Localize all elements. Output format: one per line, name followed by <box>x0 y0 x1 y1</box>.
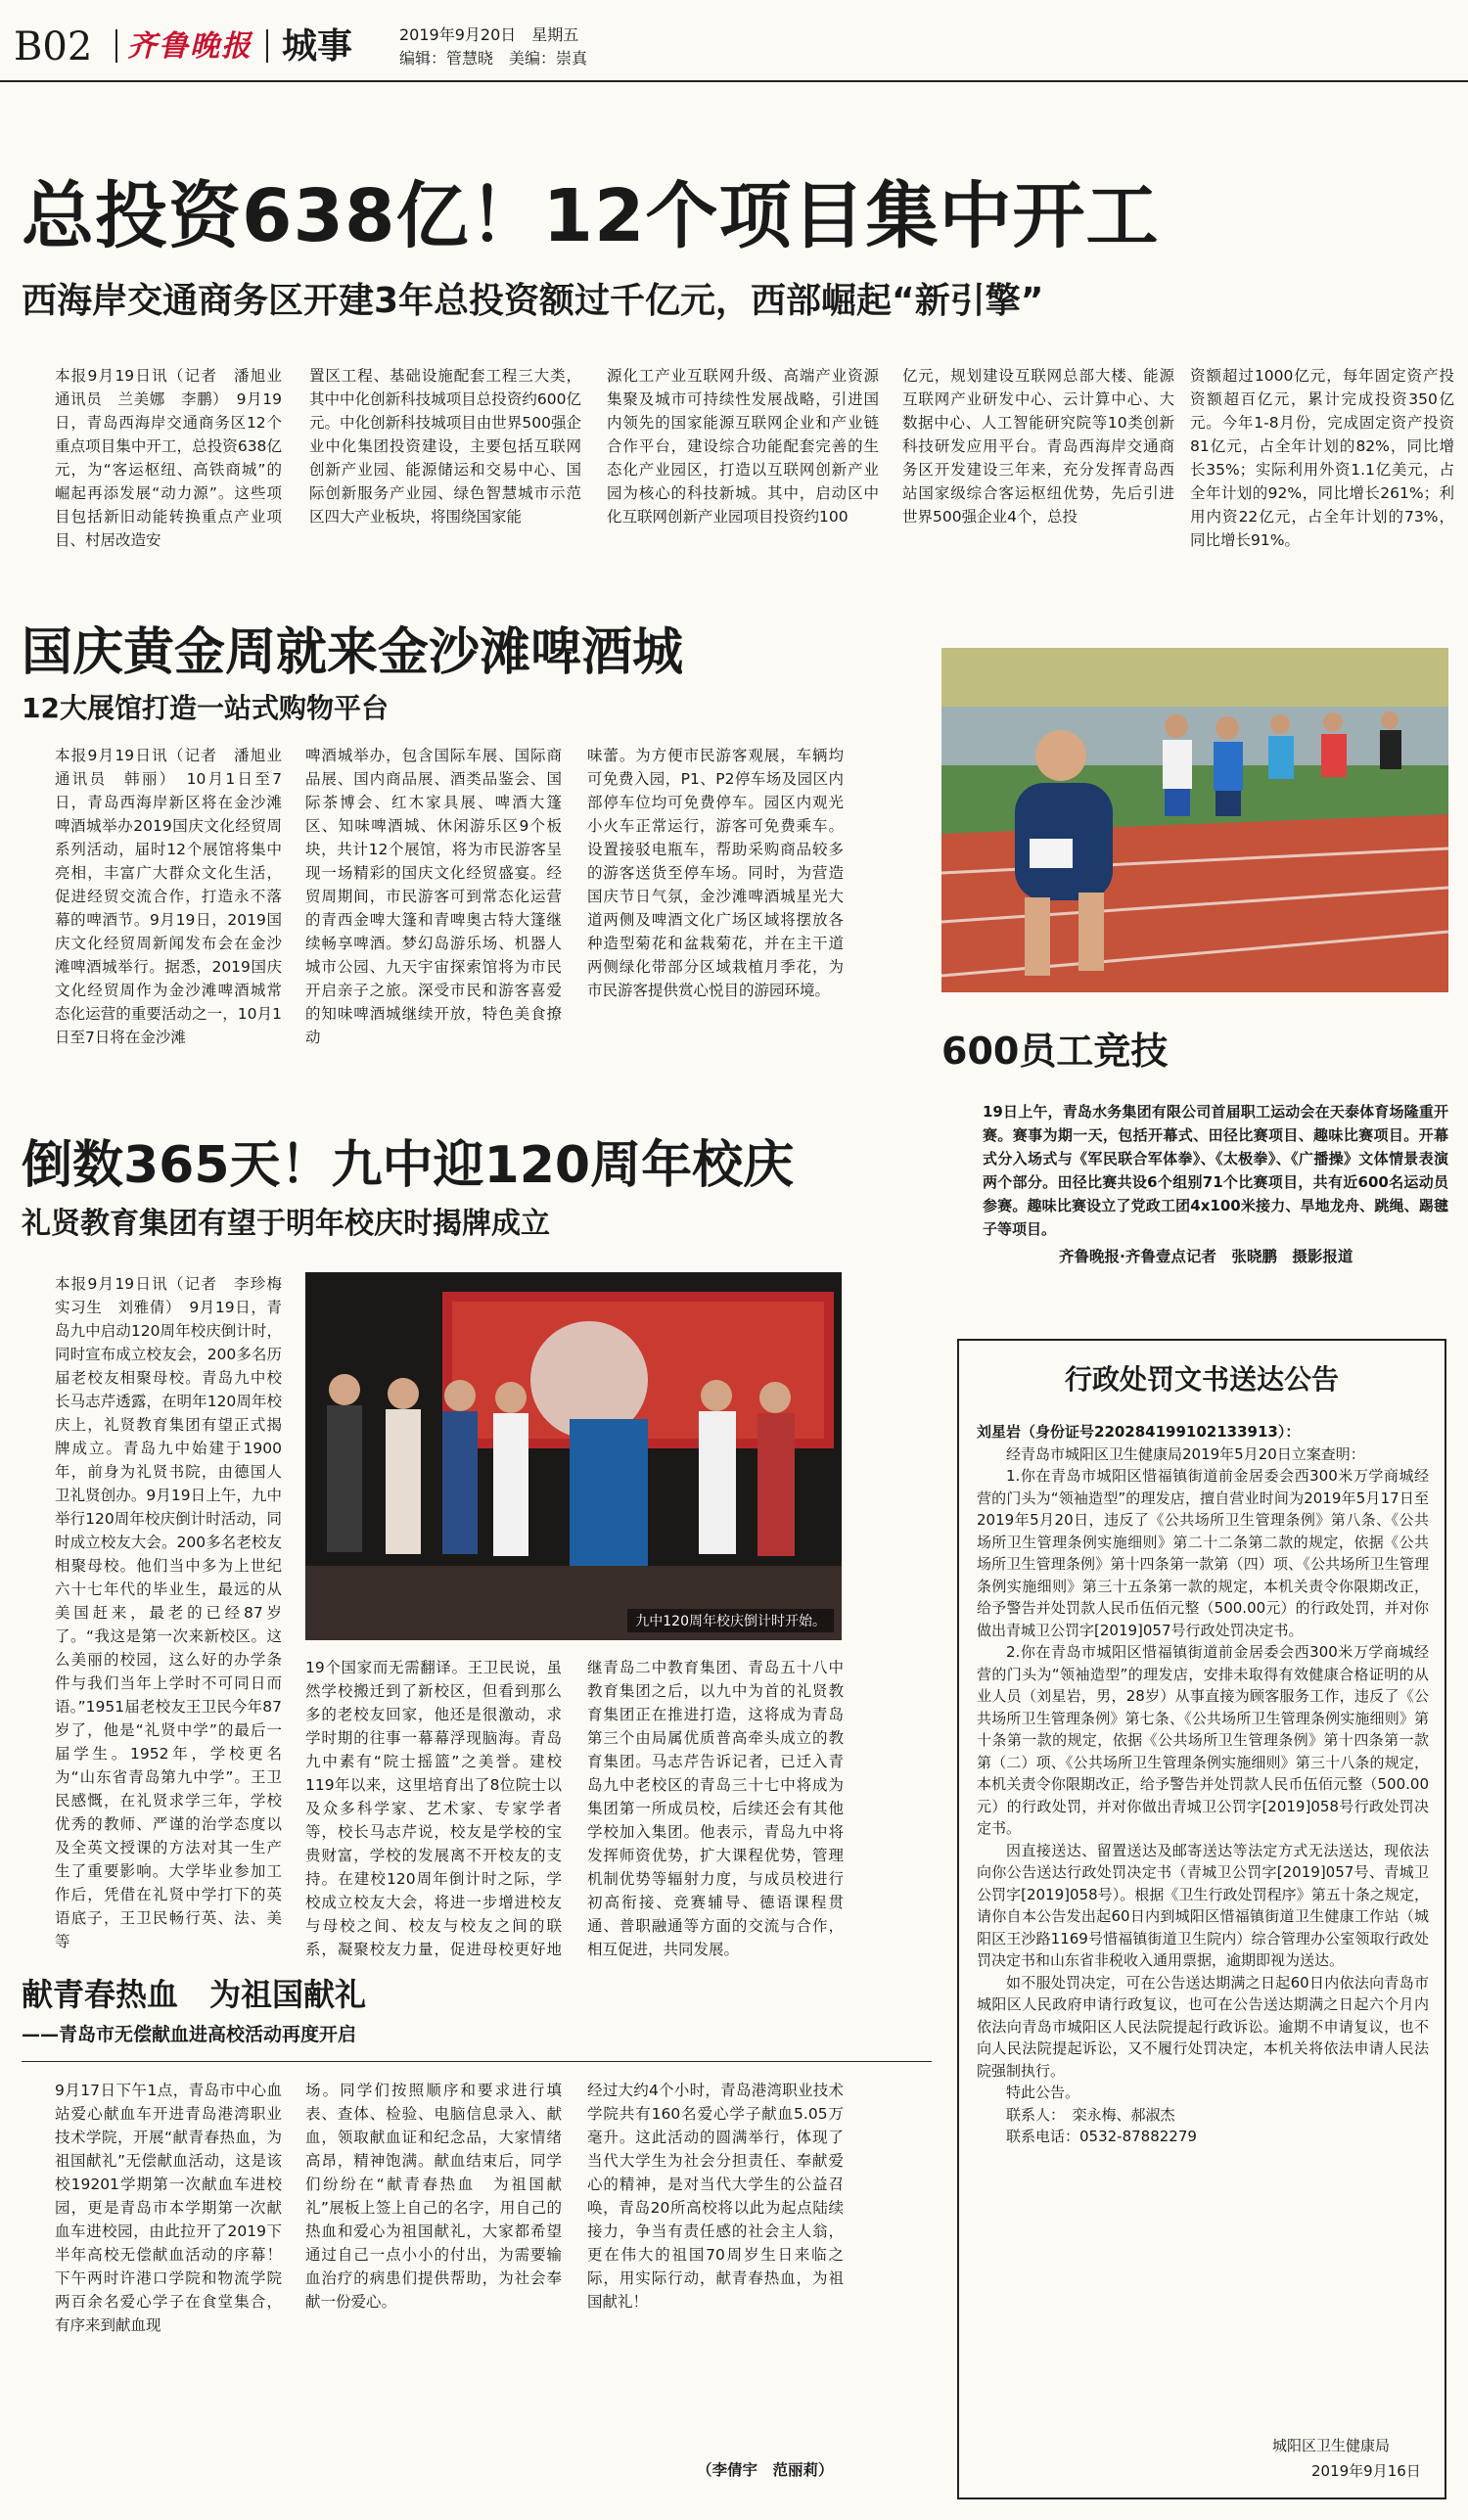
photo-track-race <box>941 648 1448 992</box>
notice-org: 城阳区卫生健康局 <box>1272 2437 1391 2454</box>
reporter-credit: （李倩宇 范丽莉） <box>697 2461 834 2479</box>
headline-investment: 总投资638亿！12个项目集中开工 <box>22 174 1160 258</box>
article-column: 本报9月19日讯（记者 潘旭业 通讯员 韩丽） 10月1日至7日，青岛西海岸新区将在金沙滩啤酒城举办2019国庆文化经贸周系列活动，届时12个展馆将集中亮相，丰富广大群众文化生活，促进经贸交流合作，打造永不落幕的啤酒节。9月19日，2019国庆文化经贸周新闻发布会在金沙滩啤酒城举行。据悉，2019国庆文化经贸周作为金沙滩啤酒城常态化运营的重要活动之一，10月1日至7日将在金沙滩 <box>55 747 282 1046</box>
subhead-ninth-school: 礼贤教育集团有望于明年校庆时揭牌成立 <box>22 1207 550 1241</box>
article-column: 19个国家而无需翻译。王卫民说，虽然学校搬迁到了新校区，但看到那么多的老校友回家，他还是很激动，求学时期的往事一幕幕浮现脑海。青岛九中素有“院士摇篮”之美誉。建校119年以来，这里培育出了8位院士以及众多科学家、艺术家、专家学者等，校长马志芹说，校友是学校的宝贵财富，学校的发展离不开校友的支持。在建校120周年倒计时之际，学校成立校友大会，将进一步增进校友与母校之间、校友与校友之间的联系，凝聚校友力量，促进母校更好地 <box>305 1659 562 1957</box>
headline-blood-donation: 献青春热血 为祖国献礼 <box>22 1976 367 2013</box>
article-column: 继青岛二中教育集团、青岛五十八中教育集团之后，以九中为首的礼贤教育集团正在推进打造，这将成为青岛第三个由局属优质普高牵头成立的教育集团。马志芹告诉记者，已迁入青岛九中老校区的青岛三十七中将成为集团第一所成员校，后续还会有其他学校加入集团。他表示，青岛九中将发挥师资优势，扩大课程优势，管理机制优势等辐射力度，与成员校进行初高衔接、竞赛辅导、德语课程贯通、普职融通等方面的交流与合作，相互促进，共同发展。 <box>587 1659 844 1957</box>
article-column: 源化工产业互联网升级、高端产业资源集聚及城市可持续性发展战略，引进国内领先的国家能源互联网企业和产业链合作平台，建设综合功能配套完善的生态化产业园区，打造以互联网创新产业园为核心的科技新城。其中，启动区中化互联网创新产业园项目投资约100 <box>607 367 879 526</box>
notice-date: 2019年9月16日 <box>1311 2462 1421 2480</box>
notice-body: 刘星岩（身份证号220284199102133913）： 经青岛市城阳区卫生健康局2019年5月20日立案查明： 1.你在青岛市城阳区惜福镇街道前金居委会西300米万学商城经营的门头为“领袖造型”的理发店，擅自营业时间为2019年5月17日至2019年5月20日，违反了《公共场所卫生管理条例》第八条、《公共场所卫生管理条例实施细则》第二十二条第二款的规定，依据《公共场所卫生管理条例》第十四条第一款第（四）项、《公共场所卫生管理条例实施细则》第三十五条第一款的规定，本机关责令你限期改正，给予警告并处罚款人民币伍佰元整（500.00元）的行政处罚，并对你做出青城卫公罚字[2019]057号行政处罚决定书。 2.你在青岛市城阳区惜福镇街道前金居委会西300米万学商城经营的门头为“领袖造型”的理发店，安排未取得有效健康合格证明的从业人员（刘星岩，男，28岁）从事直接为顾客服务工作，违反了《公共场所卫生管理条例》第七条、《公共场所卫生管理条例实施细则》第十条第一款的规定，依据《公共场所卫生管理条例》第十四条第一款第（二）项、《公共场所卫生管理条例实施细则》第三十八条的规定，本机关责令你限期改正，给予警告并处罚款人民币伍佰元整（500.00元）的行政处罚，并对你做出青城卫公罚字[2019]058号行政处罚决定书。 因直接送达、留置送达及邮寄送达等法定方式无法送达，现依法向你公告送达行政处罚决定书（青城卫公罚字[2019]057号、青城卫公罚字[2019]058号）。根据《卫生行政处罚程序》第五十条之规定，请你自本公告发出起60日内到城阳区惜福镇街道卫生健康工作站（城阳区王沙路1169号惜福镇街道卫生院内）综合管理办公室领取行政处罚决定书和山东省非税收入通用票据，逾期即视为送达。 如不服处罚决定，可在公告送达期满之日起60日内依法向青岛市城阳区人民政府申请行政复议，也可在公告送达期满之日起六个月内依法向青岛市城阳区人民法院提起行政诉讼。逾期不申请复议，也不向人民法院提起诉讼，又不履行处罚决定，本机关将依法申请人民法院强制执行。 特此公告。 联系人： 栾永梅、郝淑杰 联系电话：0532-87882279 <box>977 1423 1429 2145</box>
article-column: 9月17日下午1点，青岛市中心血站爱心献血车开进青岛港湾职业技术学院，开展“献青春热血，为祖国献礼”无偿献血活动，这是该校19201学期第一次献血车进校园，更是青岛市本学期第一次献血车进校园，由此拉开了2019下半年高校无偿献血活动的序幕！下午两时许港口学院和物流学院两百余名爱心学子在食堂集合，有序来到献血现 <box>55 2082 282 2334</box>
issue-date: 2019年9月20日 星期五 <box>399 25 579 44</box>
newspaper-logo: 齐鲁晚报 <box>127 29 252 64</box>
article-column: 味蕾。为方便市民游客观展，车辆均可免费入园，P1、P2停车场及园区内部停车位均可免费停车。园区内观光小火车正常运行，游客可免费乘车。设置接驳电瓶车，帮助采购商品较多的游客送货至停车场。同时，为营造国庆节日气氛，金沙滩啤酒城星光大道两侧及啤酒文化广场区域将摆放各种造型菊花和盆栽菊花，并在主干道两侧绿化带部分区域栽植月季花，为市民游客提供赏心悦目的游园环境。 <box>587 747 844 999</box>
article-column: 亿元，规划建设互联网总部大楼、能源互联网产业研发中心、云计算中心、大数据中心、人工智能研究院等10类创新科技研发应用平台。青岛西海岸交通商务区开发建设三年来，充分发挥青岛西站国家级综合客运枢纽优势，先后引进世界500强企业4个，总投 <box>902 367 1174 526</box>
header-rule <box>0 80 1468 82</box>
article-column: 资额超过1000亿元，每年固定资产投资额超百亿元，累计完成投资350亿元。今年1-8月份，完成固定资产投资81亿元，占全年计划的82%，同比增长35%；实际利用外资1.1亿美元，占全年计划的92%，同比增长261%；利用内资22亿元，占全年计划的73%，同比增长91%。 <box>1190 367 1454 549</box>
photo-anniversary-ceremony <box>305 1272 842 1640</box>
photo-caption: 九中120周年校庆倒计时开始。 <box>627 1609 834 1632</box>
article-column: 本报9月19日讯（记者 潘旭业 通讯员 兰美娜 李鹏） 9月19日，青岛西海岸交通商务区12个重点项目集中开工，总投资638亿元，为“客运枢纽、高铁商城”的崛起再添发展“动力源”。这些项目包括新旧动能转换重点产业项目、村居改造安 <box>55 367 282 549</box>
photo-credit: 齐鲁晚报·齐鲁壹点记者 张晓鹏 摄影报道 <box>1059 1248 1353 1265</box>
article-column: 场。同学们按照顺序和要求进行填表、查体、检验、电脑信息录入、献血，领取献血证和纪念品，大家情绪高昂，精神饱满。献血结束后，同学们纷纷在“献青春热血 为祖国献礼”展板上签上自己的名字，用自己的热血和爱心为祖国献礼，大家都希望通过自己一点小小的付出，为需要输血治疗的病患们提供帮助，为社会奉献一份爱心。 <box>305 2082 562 2311</box>
article-column: 置区工程、基础设施配套工程三大类，其中中化创新科技城项目总投资约600亿元。中化创新科技城项目由世界500强企业中化集团投资建设，主要包括互联网创新产业园、能源储运和交易中心、国际创新服务产业园、绿色智慧城市示范区四大产业板块，将围绕国家能 <box>309 367 581 526</box>
headline-ninth-school: 倒数365天！九中迎120周年校庆 <box>22 1136 795 1195</box>
editor-credit: 编辑：管慧晓 美编：崇真 <box>399 49 588 68</box>
article-column: 经过大约4个小时，青岛港湾职业技术学院共有160名爱心学子献血5.05万毫升。这此活动的圆满举行，体现了当代大学生为社会分担责任、奉献爱心的精神，是对当代大学生的公益召唤，青岛20所高校将以此为起点陆续接力，争当有责任感的社会主人翁，更在伟大的祖国70周岁生日来临之际，用实际行动，献青春热血，为祖国献礼！ <box>587 2082 844 2311</box>
section-name: 城事 <box>282 26 353 67</box>
headline-beer-city: 国庆黄金周就来金沙滩啤酒城 <box>22 623 684 682</box>
header-divider <box>266 29 268 63</box>
subhead-blood-donation: ——青岛市无偿献血进高校活动再度开启 <box>22 2024 357 2045</box>
header-divider <box>115 29 117 63</box>
subhead-beer-city: 12大展馆打造一站式购物平台 <box>22 692 389 724</box>
subhead-investment: 西海岸交通商务区开建3年总投资额过千亿元，西部崛起“新引擎” <box>22 281 1044 321</box>
notice-title: 行政处罚文书送达公告 <box>1064 1363 1339 1396</box>
article-column: 啤酒城举办，包含国际车展、国际商品展、国内商品展、酒类品鉴会、国际茶博会、红木家具展、啤酒大篷区、知味啤酒城、休闲游乐区9个板块，共计12个展馆，将为市民游客呈现一场精彩的国庆文化经贸盛宴。经贸周期间，市民游客可到常态化运营的青西金啤大篷和青啤奥古特大篷继续畅享啤酒。梦幻岛游乐场、机器人城市公园、九天宇宙探索馆将为市民开启亲子之旅。深受市民和游客喜爱的知味啤酒城继续开放，特色美食撩动 <box>305 747 562 1046</box>
article-body: 19日上午，青岛水务集团有限公司首届职工运动会在天泰体育场隆重开赛。赛事为期一天，包括开幕式、田径比赛项目、趣味比赛项目。开幕式分入场式与《军民联合军体拳》、《太极拳》、《广播操》文体情景表演两个部分。田径比赛共设6个组别71个比赛项目，共有近600名运动员参赛。趣味比赛设立了党政工团4x100米接力、旱地龙舟、跳绳、踢毽子等项目。 <box>983 1103 1448 1238</box>
page-number: B02 <box>14 24 93 69</box>
article-column: 本报9月19日讯（记者 李珍梅 实习生 刘雅倩） 9月19日，青岛九中启动120周年校庆倒计时，同时宣布成立校友会，200多名历届老校友相聚母校。青岛九中校长马志芹透露，在明年120周年校庆上，礼贤教育集团有望正式揭牌成立。青岛九中始建于1900年，前身为礼贤书院，由德国人卫礼贤创办。9月19日上午，九中举行120周年校庆倒计时活动，同时成立校友大会。200多名老校友相聚母校。他们当中多为上世纪六十七年代的毕业生，最远的从美国赶来，最老的已经87岁了。“我这是第一次来新校区。这么美丽的校园，这么好的办学条件与我们当年上学时不可同日而语。”1951届老校友王卫民今年87岁了，他是“礼贤中学”的最后一届学生。1952年，学校更名为“山东省青岛第九中学”。王卫民感慨，在礼贤求学三年，学校优秀的教师、严谨的治学态度以及全英文授课的方法对其一生产生了重要影响。大学毕业参加工作后，凭借在礼贤中学打下的英语底子，王卫民畅行英、法、美等 <box>55 1275 282 1950</box>
section-rule <box>22 2061 932 2062</box>
headline-staff-games: 600员工竞技 <box>941 1030 1169 1073</box>
